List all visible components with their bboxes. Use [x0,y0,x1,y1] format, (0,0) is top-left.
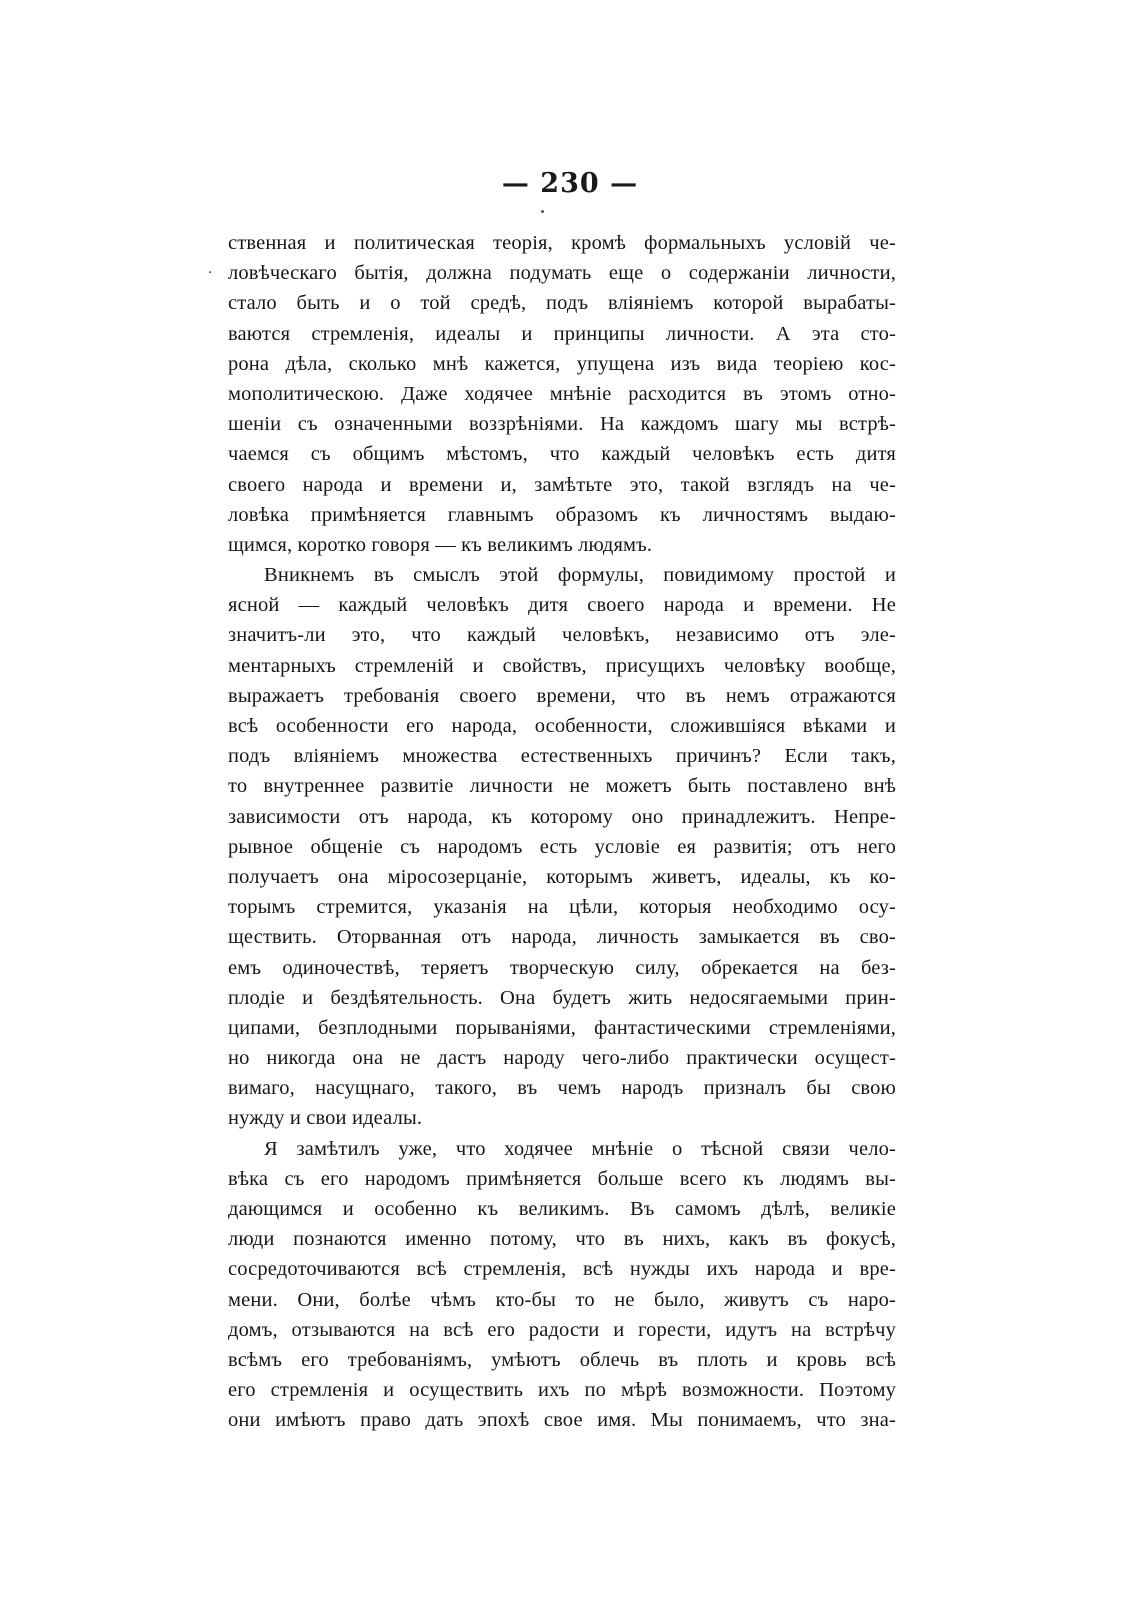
text-line: всѣ особенности его народа, особенности, сложившіяся вѣками и [228,715,896,737]
text-line: получаетъ она міросозерцаніе, которымъ живетъ, идеалы, къ ко- [228,865,896,888]
text-line: Вникнемъ въ смыслъ этой формулы, повидимому простой и [264,564,896,587]
text-line: вимаго, насущнаго, такого, въ чемъ народъ призналъ бы свою [228,1077,896,1100]
text-line: своего народа и времени и, замѣтьте это, такой взглядъ на че- [228,473,896,496]
text-line: сосредоточиваются всѣ стремленія, всѣ нужды ихъ народа и вре- [228,1258,896,1281]
text-line: люди познаются именно потому, что въ нихъ, какъ въ фокусѣ, [228,1228,896,1251]
text-line: но никогда она не дастъ народу чего-либо практически осущест- [228,1047,896,1070]
text-line: ципами, безплодными порываніями, фантастическими стремленіями, [228,1016,896,1039]
text-line: всѣмъ его требованіямъ, умѣютъ облечь въ плоть и кровь всѣ [228,1348,896,1371]
body-text [228,228,896,1436]
text-line: ваются стремленія, идеалы и принципы личности. А эта сто- [228,322,896,345]
text-line: домъ, отзываются на всѣ его радости и горести, идутъ на встрѣчу [228,1318,896,1341]
text-line: подъ вліяніемъ множества естественныхъ причинъ? Если такъ, [228,745,896,768]
text-line: ментарныхъ стремленій и свойствъ, присущихъ человѣку вообще, [228,654,896,677]
text-line: плодіе и бездѣятельность. Она будетъ жить недосягаемыми прин- [228,986,896,1009]
text-line: выражаетъ требованія своего времени, что въ немъ отражаются [228,684,896,707]
text-line: его стремленія и осуществить ихъ по мѣрѣ возможности. Поэтому [228,1379,896,1402]
text-line: Я замѣтилъ уже, что ходячее мнѣніе о тѣсной связи чело- [264,1137,896,1160]
text-line: шеніи съ означенными воззрѣніями. На каждомъ шагу мы встрѣ- [228,413,896,436]
text-line: зависимости отъ народа, къ которому оно принадлежитъ. Непре- [228,805,896,828]
text-line: чаемся съ общимъ мѣстомъ, что каждый человѣкъ есть дитя [228,443,896,466]
text-line: мополитическою. Даже ходячее мнѣніе расходится въ этомъ отно- [228,382,896,405]
text-line: вѣка съ его народомъ примѣняется больше всего къ людямъ вы- [228,1167,896,1190]
text-line: ясной — каждый человѣкъ дитя своего народа и времени. Не [228,594,896,617]
text-line: ловѣческаго бытія, должна подумать еще о содержаніи личности, [228,262,896,285]
ink-speck [541,210,544,213]
text-line: рона дѣла, сколько мнѣ кажется, упущена изъ вида теоріею кос- [228,352,896,375]
text-line: то внутреннее развитіе личности не можетъ быть поставлено внѣ [228,775,896,798]
text-line: рывное общеніе съ народомъ есть условіе ея развитія; отъ него [228,835,896,858]
page-number: — 230 — [501,168,639,199]
text-line: значитъ-ли это, что каждый человѣкъ, независимо отъ эле- [228,624,896,647]
text-line: ственная и политическая теорія, кромѣ формальныхъ условій че- [228,232,896,254]
text-line: дающимся и особенно къ великимъ. Въ самомъ дѣлѣ, великіе [228,1198,896,1220]
text-line: щимся, коротко говоря — къ великимъ людямъ. [228,533,653,556]
text-line: нужду и свои идеалы. [228,1107,423,1130]
margin-mark: · [208,265,213,281]
text-line: стало быть и о той средѣ, подъ вліяніемъ которой вырабаты- [228,292,896,315]
text-line: они имѣютъ право дать эпохѣ свое имя. Мы понимаемъ, что зна- [228,1409,896,1432]
text-line: ловѣка примѣняется главнымъ образомъ къ личностямъ выдаю- [228,503,896,526]
text-line: емъ одиночествѣ, теряетъ творческую силу, обрекается на без- [228,956,896,979]
text-line: торымъ стремится, указанія на цѣли, которыя необходимо осу- [228,896,896,919]
text-line: мени. Они, болѣе чѣмъ кто-бы то не было, живутъ съ наро- [228,1288,896,1311]
text-line: ществить. Оторванная отъ народа, личность замыкается въ сво- [228,926,896,949]
